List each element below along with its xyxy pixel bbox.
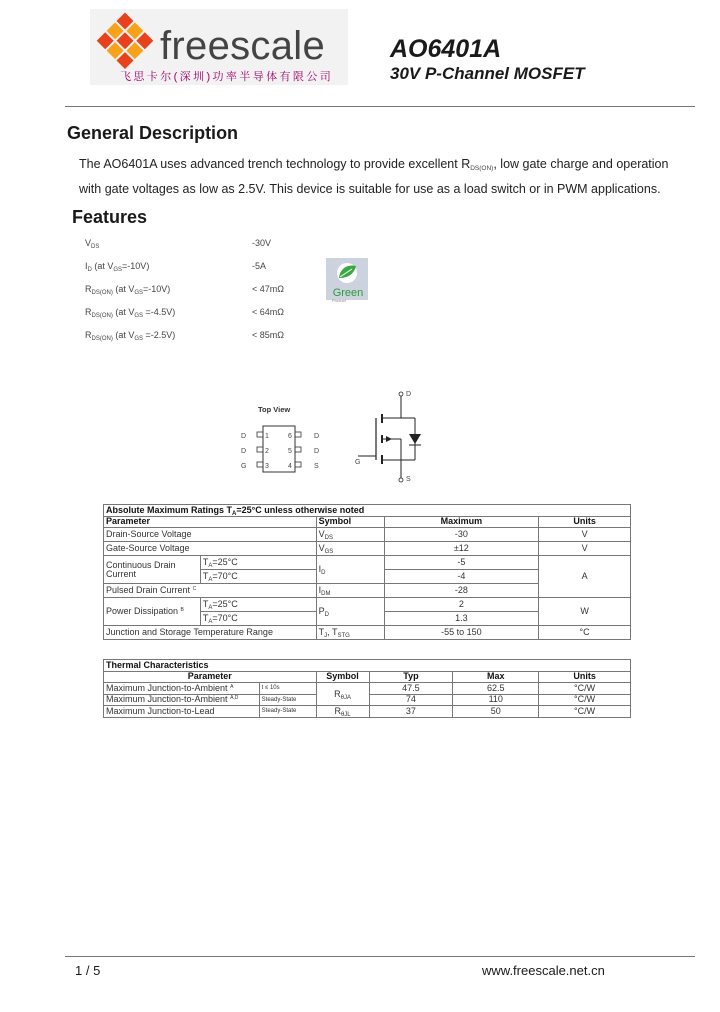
col-header-symbol: Symbol xyxy=(316,671,369,683)
feature-id-value: -5A xyxy=(252,261,267,271)
green-badge-label: Green xyxy=(332,287,364,299)
col-header-parameter: Parameter xyxy=(104,671,317,683)
table-row: Gate-Source Voltage $V_{GS}$ ±12 V xyxy=(104,542,631,556)
pin-label-left-1: D xyxy=(241,433,247,440)
abs-max-caption: Absolute Maximum Ratings $T_A=25^\circ C$ unless otherwise noted xyxy=(104,505,631,517)
table-row: Drain-Source Voltage $V_{DS}$ -30 V xyxy=(104,528,631,542)
pin-label-right-5: D xyxy=(314,448,320,455)
pin-label-left-3: G xyxy=(241,463,247,470)
freescale-logo-icon xyxy=(92,12,158,78)
feature-id-label: $I_D$ (at $V_{GS}=-10V$) xyxy=(85,261,150,273)
table-row: $T_A=70^\circ C$ 1.3 xyxy=(104,612,631,626)
mosfet-gate-label: G xyxy=(355,459,361,466)
website-url: www.freescale.net.cn xyxy=(482,963,605,978)
pin-number-4: 4 xyxy=(288,463,292,470)
abs-max-header-row xyxy=(104,516,631,528)
general-description-title: General Description xyxy=(67,123,239,143)
table-row: $T_A=70^\circ C$ -4 xyxy=(104,570,631,584)
green-leaf-icon xyxy=(326,258,368,288)
col-header-symbol: Symbol xyxy=(316,516,384,528)
table-row: Pulsed Drain Current $^C$ $I_{DM}$ -28 xyxy=(104,584,631,598)
feature-rds-4v5-label: $R_{DS(ON)}$ (at $V_{GS} =-4.5V$) xyxy=(85,307,176,319)
pin-label-right-4: S xyxy=(314,463,319,470)
pin-number-5: 5 xyxy=(288,448,292,455)
col-header-typ: Typ xyxy=(369,671,453,683)
table-row: Maximum Junction-to-Ambient $^{A,D}$ Steady-State 74 110 °C/W xyxy=(104,694,631,706)
feature-vds-label: $V_{DS}$ xyxy=(85,238,100,250)
feature-rds-4v5-value: < 64mΩ xyxy=(252,307,284,317)
features-title: Features xyxy=(72,207,148,227)
pin-number-2: 2 xyxy=(265,448,269,455)
part-number: AO6401A xyxy=(390,35,502,63)
pin-number-3: 3 xyxy=(265,463,269,470)
pin-number-1: 1 xyxy=(265,433,269,440)
green-badge-sublabel: Product xyxy=(332,298,346,303)
part-description: 30V P-Channel MOSFET xyxy=(390,64,585,83)
header-rule xyxy=(65,106,695,107)
col-header-units: Units xyxy=(539,671,631,683)
col-header-maximum: Maximum xyxy=(384,516,539,528)
table-row: Junction and Storage Temperature Range $T_J$, $T_{STG}$ -55 to 150 °C xyxy=(104,626,631,640)
mosfet-drain-label: D xyxy=(406,391,412,398)
pin-label-left-2: D xyxy=(241,448,247,455)
col-header-parameter: Parameter xyxy=(104,516,317,528)
feature-rds-2v5-label: $R_{DS(ON)}$ (at $V_{GS} =-2.5V$) xyxy=(85,330,176,342)
feature-rds-10v-label: $R_{DS(ON)}$ (at $V_{GS}=-10V$) xyxy=(85,284,171,296)
table-row: Maximum Junction-to-Ambient $^A$ t ≤ 10s $R_{\theta JA}$ 47.5 62.5 °C/W xyxy=(104,683,631,695)
col-header-max: Max xyxy=(453,671,539,683)
footer-rule xyxy=(65,956,695,957)
pin-label-right-6: D xyxy=(314,433,320,440)
abs-max-caption-row xyxy=(104,505,631,517)
mosfet-source-label: S xyxy=(406,476,411,483)
page-number: 1 / 5 xyxy=(75,963,101,978)
thermal-caption: Thermal Characteristics xyxy=(104,660,631,672)
table-row: Continuous Drain Current $T_A=25^\circ C$ $I_D$ -5 A xyxy=(104,556,631,570)
description-line-2: with gate voltages as low as 2.5V. This device is suitable for use as a load switch or in PWM applications. xyxy=(79,182,661,196)
feature-rds-10v-value: < 47mΩ xyxy=(252,284,284,294)
pin-number-6: 6 xyxy=(288,433,292,440)
feature-vds-value: -30V xyxy=(252,238,272,248)
table-row: Maximum Junction-to-Lead Steady-State $R_{\theta JL}$ 37 50 °C/W xyxy=(104,706,631,718)
thermal-characteristics-table xyxy=(103,659,631,718)
thermal-header-row xyxy=(104,671,631,683)
feature-rds-2v5-value: < 85mΩ xyxy=(252,330,284,340)
brand-name: freescale xyxy=(160,24,326,68)
thermal-caption-row xyxy=(104,660,631,672)
table-row: Power Dissipation $^B$ $T_A=25^\circ C$ $P_D$ 2 W xyxy=(104,598,631,612)
brand-name-chinese: 飞思卡尔(深圳)功率半导体有限公司 xyxy=(120,71,334,83)
col-header-units: Units xyxy=(539,516,631,528)
description-line-1: The AO6401A uses advanced trench technology to provide excellent $R_{DS(ON)}$, low gate charge and operation xyxy=(79,157,669,172)
p-channel-mosfet-symbol-icon xyxy=(350,388,430,484)
absolute-maximum-ratings-table xyxy=(103,504,631,640)
package-top-view-title: Top View xyxy=(258,405,291,414)
